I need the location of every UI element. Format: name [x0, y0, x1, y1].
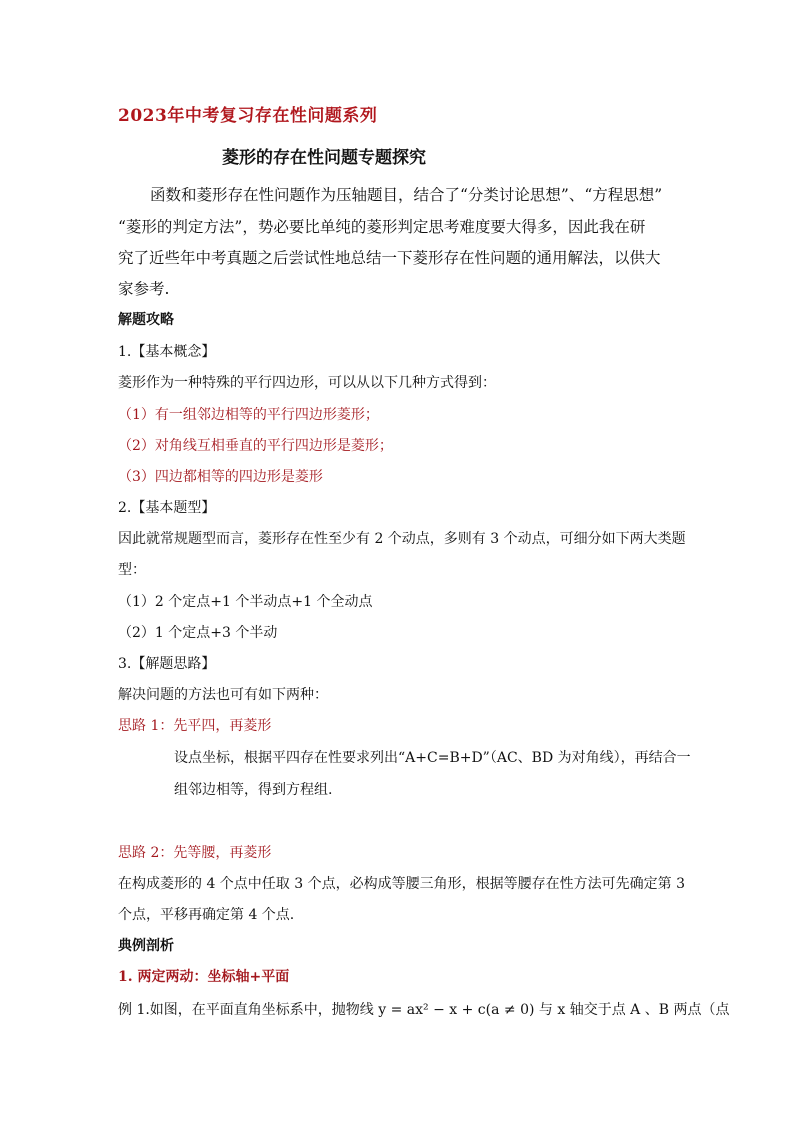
series-title: 2023年中考复习存在性问题系列: [118, 106, 378, 126]
basic-types-lead-1: 因此就常规题型而言，菱形存在性至少有 2 个动点，多则有 3 个动点，可细分如下两大类题: [118, 531, 686, 547]
example-1-text: 例 1.如图，在平面直角坐标系中，抛物线 y = ax² − x + c(a ≠ 0) 与 x 轴交于点 A 、B 两点（点: [118, 1002, 730, 1018]
basic-concept-lead: 菱形作为一种特殊的平行四边形，可以从以下几种方式得到：: [118, 375, 496, 391]
concept-item-2: （2）对角线互相垂直的平行四边形是菱形；: [118, 438, 393, 454]
example-subheading-1: 1. 两定两动：坐标轴+平面: [118, 969, 290, 985]
basic-types-heading: 2.【基本题型】: [118, 500, 216, 516]
idea-2-title: 思路 2：先等腰，再菱形: [118, 845, 272, 861]
document-title: 菱形的存在性问题专题探究: [222, 148, 426, 168]
intro-line-2: “菱形的判定方法”，势必要比单纯的菱形判定思考难度要大得多，因此我在研: [118, 218, 646, 236]
section-heading-strategy: 解题攻略: [118, 312, 174, 328]
concept-item-1: （1）有一组邻边相等的平行四边形菱形；: [118, 407, 379, 423]
intro-line-3: 究了近些年中考真题之后尝试性地总结一下菱形存在性问题的通用解法，以供大: [118, 249, 661, 267]
approach-heading: 3.【解题思路】: [118, 656, 216, 672]
basic-types-lead-2: 型：: [118, 562, 146, 578]
type-item-1: （1）2 个定点+1 个半动点+1 个全动点: [118, 594, 373, 610]
idea-2-line-2: 个点，平移再确定第 4 个点.: [118, 907, 295, 923]
intro-line-4: 家参考.: [118, 280, 170, 298]
idea-1-title: 思路 1：先平四，再菱形: [118, 718, 272, 734]
basic-concept-heading: 1.【基本概念】: [118, 344, 216, 360]
idea-1-line-1: 设点坐标，根据平四存在性要求列出“A+C=B+D”（AC、BD 为对角线），再结合一: [174, 750, 691, 766]
idea-1-line-2: 组邻边相等，得到方程组.: [174, 782, 333, 798]
intro-line-1: 函数和菱形存在性问题作为压轴题目，结合了“分类讨论思想”、“方程思想”: [150, 186, 663, 204]
approach-lead: 解决问题的方法也可有如下两种：: [118, 687, 328, 703]
concept-item-3: （3）四边都相等的四边形是菱形: [118, 469, 323, 485]
type-item-2: （2）1 个定点+3 个半动: [118, 625, 278, 641]
section-heading-examples: 典例剖析: [118, 938, 174, 954]
idea-2-line-1: 在构成菱形的 4 个点中任取 3 个点，必构成等腰三角形，根据等腰存在性方法可先确定第 3: [118, 876, 685, 892]
